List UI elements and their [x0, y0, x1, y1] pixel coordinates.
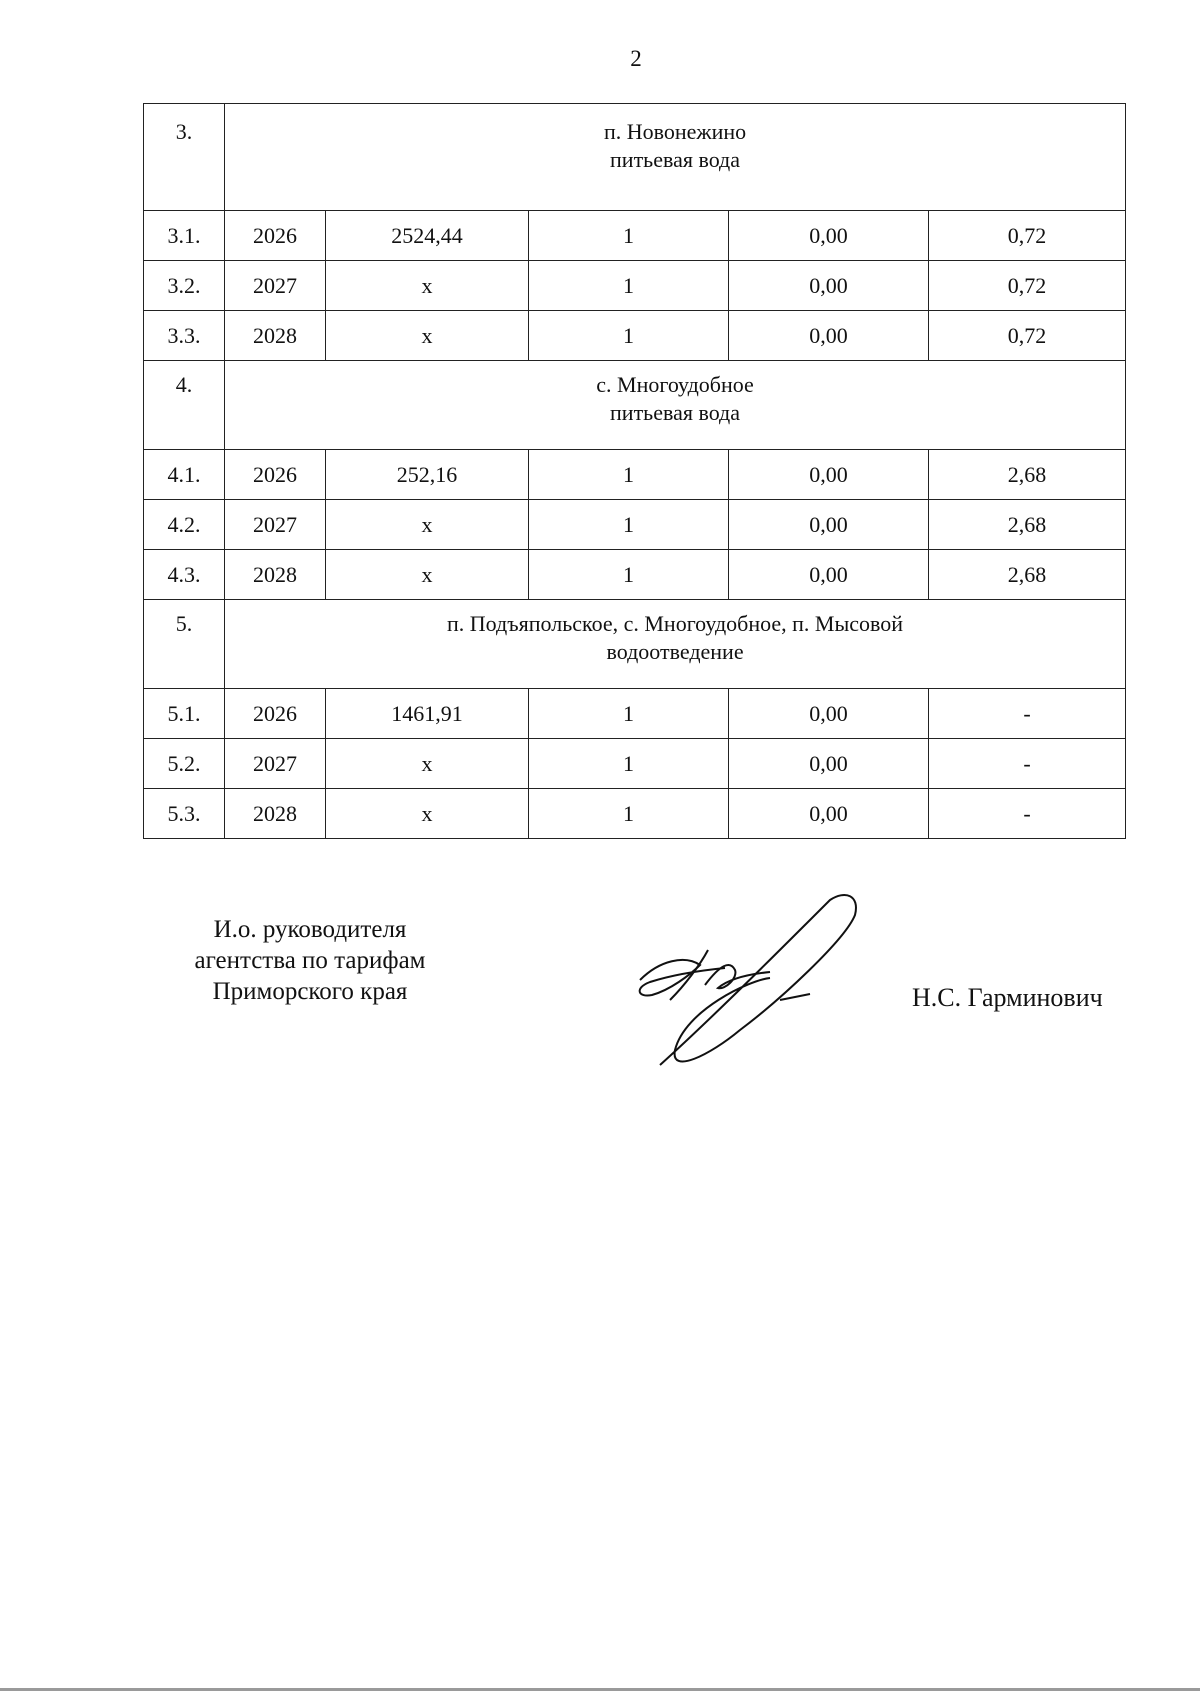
- group-number-cell: 5.: [144, 600, 225, 689]
- table-cell-v2: -: [929, 789, 1126, 839]
- table-row: [144, 500, 1126, 550]
- table-cell-value: 252,16: [326, 450, 529, 500]
- tariff-table: [143, 103, 1126, 839]
- position-line: агентства по тарифам: [194, 947, 426, 974]
- table-cell-year: 2026: [225, 211, 326, 261]
- table-cell-value: 1461,91: [326, 689, 529, 739]
- group-location: п. Подъяпольское, с. Многоудобное, п. Мысовой: [447, 611, 904, 636]
- table-cell-coef: 1: [529, 689, 729, 739]
- position-line: И.о. руководителя: [213, 916, 407, 943]
- table-cell-year: 2028: [225, 311, 326, 361]
- table-row: [144, 789, 1126, 839]
- table-cell-year: 2027: [225, 261, 326, 311]
- signatory-position: [160, 914, 460, 1007]
- table-cell-v1: 0,00: [729, 500, 929, 550]
- table-cell-num: 3.1.: [144, 211, 225, 261]
- table-cell-num: 5.2.: [144, 739, 225, 789]
- table-cell-value: 2524,44: [326, 211, 529, 261]
- table-cell-v2: -: [929, 739, 1126, 789]
- table-cell-num: 5.1.: [144, 689, 225, 739]
- table-cell-num: 4.1.: [144, 450, 225, 500]
- table-cell-v1: 0,00: [729, 550, 929, 600]
- scan-edge: [0, 1688, 1200, 1691]
- table-row: [144, 261, 1126, 311]
- table-cell-v1: 0,00: [729, 261, 929, 311]
- table-row: [144, 739, 1126, 789]
- table-cell-year: 2026: [225, 450, 326, 500]
- table-cell-year: 2028: [225, 550, 326, 600]
- table-group-row: [144, 104, 1126, 211]
- group-location: п. Новонежино: [603, 119, 747, 144]
- table-cell-coef: 1: [529, 450, 729, 500]
- table-cell-v2: 2,68: [929, 450, 1126, 500]
- signatory-name: Н.С. Гарминович: [912, 983, 1103, 1012]
- table-row: [144, 311, 1126, 361]
- table-row: [144, 450, 1126, 500]
- table-cell-v1: 0,00: [729, 211, 929, 261]
- position-line: Приморского края: [212, 978, 408, 1005]
- group-number-cell: 3.: [144, 104, 225, 211]
- table-cell-num: 3.2.: [144, 261, 225, 311]
- table-cell-year: 2027: [225, 500, 326, 550]
- group-number-cell: 4.: [144, 361, 225, 450]
- table-cell-value: x: [326, 550, 529, 600]
- group-title-cell: [225, 361, 1126, 450]
- page-number: 2: [630, 46, 642, 71]
- group-service-type: питьевая вода: [610, 400, 741, 425]
- table-cell-v2: 0,72: [929, 211, 1126, 261]
- table-group-row: [144, 600, 1126, 689]
- table-cell-num: 4.2.: [144, 500, 225, 550]
- table-cell-v1: 0,00: [729, 789, 929, 839]
- table-cell-num: 4.3.: [144, 550, 225, 600]
- table-cell-coef: 1: [529, 211, 729, 261]
- table-cell-v1: 0,00: [729, 739, 929, 789]
- table-group-row: [144, 361, 1126, 450]
- group-service-type: водоотведение: [606, 639, 744, 664]
- table-row: [144, 211, 1126, 261]
- table-cell-v2: -: [929, 689, 1126, 739]
- group-location: с. Многоудобное: [596, 372, 754, 397]
- table-cell-value: x: [326, 261, 529, 311]
- table-cell-v2: 2,68: [929, 500, 1126, 550]
- table-cell-year: 2027: [225, 739, 326, 789]
- handwritten-signature: [630, 890, 870, 1070]
- table-cell-value: x: [326, 739, 529, 789]
- table-cell-v2: 0,72: [929, 261, 1126, 311]
- table-cell-value: x: [326, 789, 529, 839]
- table-body: [144, 104, 1126, 839]
- table-cell-num: 5.3.: [144, 789, 225, 839]
- table-cell-v1: 0,00: [729, 689, 929, 739]
- group-title-cell: [225, 600, 1126, 689]
- table-cell-v1: 0,00: [729, 311, 929, 361]
- table-row: [144, 689, 1126, 739]
- table-cell-year: 2026: [225, 689, 326, 739]
- table-cell-coef: 1: [529, 739, 729, 789]
- table-cell-coef: 1: [529, 500, 729, 550]
- table-cell-value: x: [326, 311, 529, 361]
- table-cell-v2: 2,68: [929, 550, 1126, 600]
- table-cell-value: x: [326, 500, 529, 550]
- table-cell-year: 2028: [225, 789, 326, 839]
- table-cell-num: 3.3.: [144, 311, 225, 361]
- table-cell-v1: 0,00: [729, 450, 929, 500]
- group-service-type: питьевая вода: [610, 147, 741, 172]
- table-cell-coef: 1: [529, 789, 729, 839]
- table-cell-coef: 1: [529, 311, 729, 361]
- group-title-cell: [225, 104, 1126, 211]
- table-cell-coef: 1: [529, 550, 729, 600]
- table-row: [144, 550, 1126, 600]
- table-cell-v2: 0,72: [929, 311, 1126, 361]
- table-cell-coef: 1: [529, 261, 729, 311]
